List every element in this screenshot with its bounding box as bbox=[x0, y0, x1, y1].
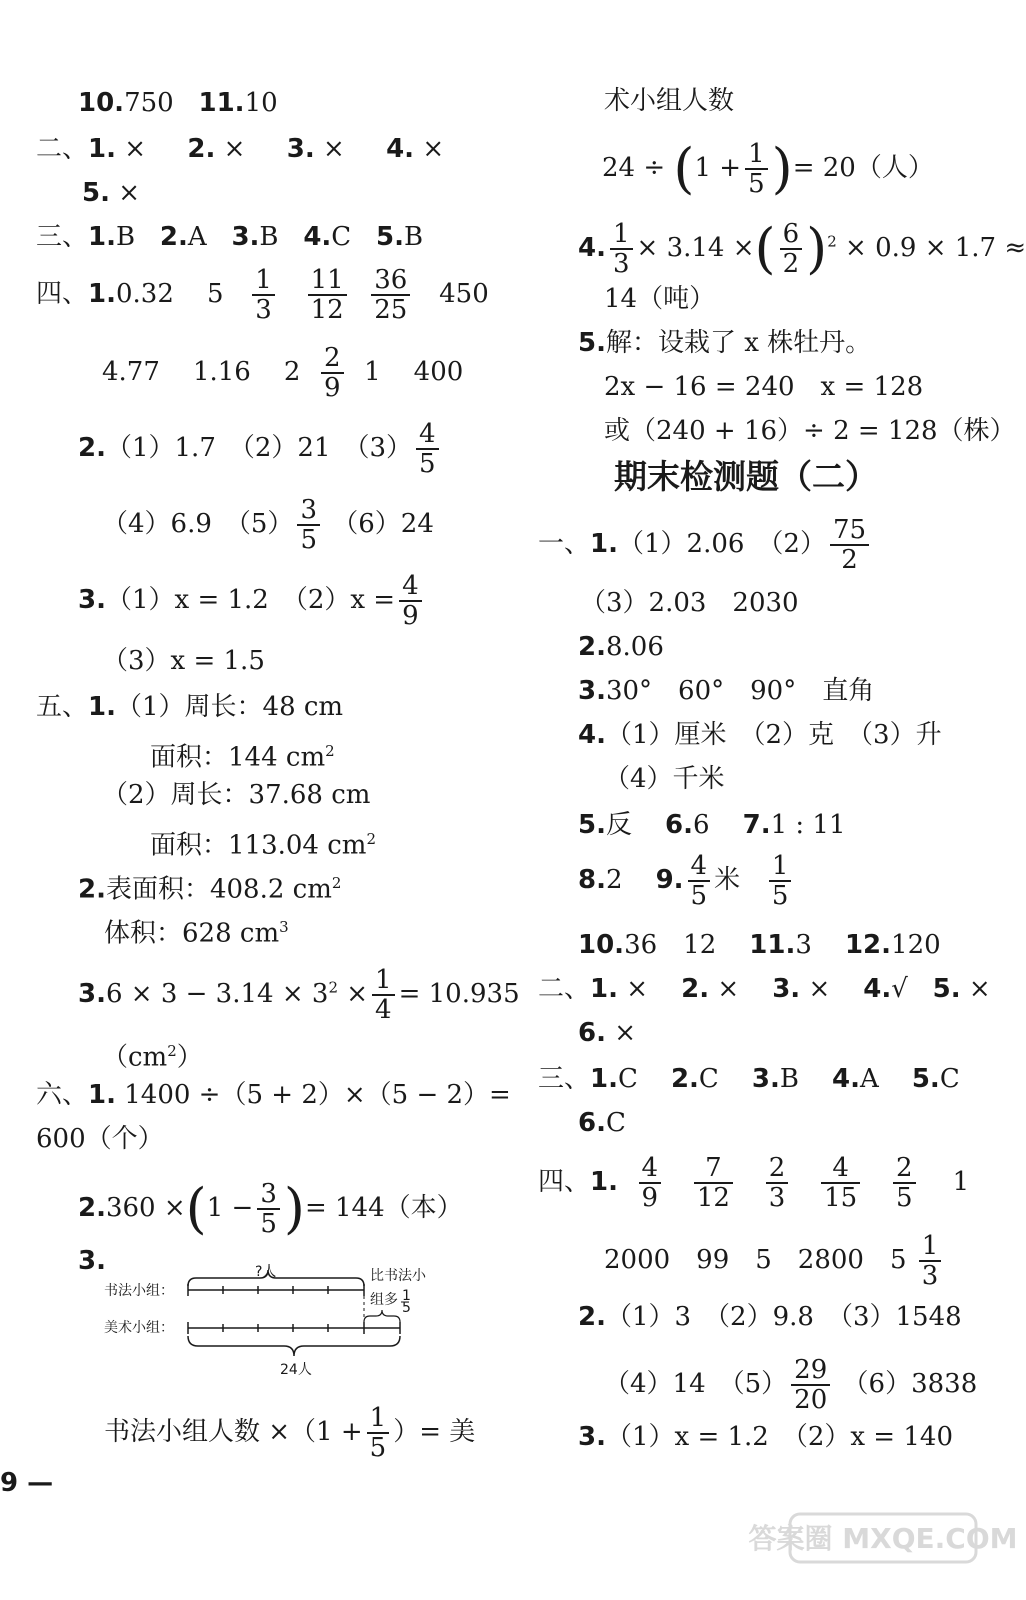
fraction bbox=[639, 1154, 662, 1212]
answer-line bbox=[78, 86, 278, 120]
answer-value: × bbox=[118, 178, 141, 208]
fraction-denominator: 2 bbox=[841, 545, 858, 575]
item-number: 3. bbox=[772, 974, 801, 1004]
fraction bbox=[694, 1154, 733, 1212]
fraction bbox=[688, 852, 711, 910]
fraction-numerator: 4 bbox=[821, 1154, 860, 1184]
item-number: 3. bbox=[78, 585, 106, 615]
answer-line bbox=[604, 370, 923, 404]
answer-line bbox=[578, 928, 941, 962]
item-number: 1. bbox=[590, 529, 618, 559]
fraction-numerator: 2 bbox=[893, 1154, 916, 1184]
item-number: 3. bbox=[78, 979, 106, 1009]
item-number: 5. bbox=[375, 222, 404, 252]
item-number: 2. bbox=[78, 874, 106, 905]
section-label: 一、 bbox=[538, 529, 591, 559]
answer-line bbox=[78, 1177, 463, 1240]
item-number: 4. bbox=[578, 233, 606, 263]
answer-line bbox=[102, 496, 434, 554]
fraction bbox=[610, 220, 633, 278]
item-number: 12. bbox=[844, 930, 892, 960]
answer-text: （3）2.03 2030 bbox=[580, 588, 799, 618]
item-number: 5. bbox=[932, 974, 961, 1004]
small-brace bbox=[364, 1310, 400, 1322]
answer-text: （1）厘米 （2）克 （3）升 bbox=[605, 720, 942, 750]
fraction-numerator: 2 bbox=[766, 1154, 789, 1184]
answer-text: （3）x = 1.5 bbox=[102, 646, 265, 676]
item-number: 6. bbox=[665, 810, 694, 840]
item-number: 3. bbox=[286, 134, 315, 164]
item-number: 1. bbox=[590, 1064, 618, 1094]
item-number: 1. bbox=[88, 134, 116, 164]
diagram-question-label: ?人 bbox=[255, 1264, 277, 1280]
item-number: 5. bbox=[578, 810, 606, 840]
fraction-denominator: 2 bbox=[782, 249, 800, 279]
answer-text: 术小组人数 bbox=[604, 86, 735, 116]
fraction-numerator: 1 bbox=[372, 966, 395, 996]
section-label: 三、 bbox=[538, 1064, 591, 1094]
answer-text: = 144（本） bbox=[304, 1193, 463, 1223]
answer-value: B bbox=[115, 222, 136, 252]
answer-line bbox=[36, 1122, 164, 1156]
section-label: 二、 bbox=[36, 134, 89, 164]
answer-line bbox=[150, 734, 335, 775]
answer-text: （4）14 （5） bbox=[604, 1369, 788, 1399]
answer-text: 30° 60° 90° 直角 bbox=[605, 676, 875, 706]
fraction bbox=[821, 1154, 860, 1212]
item-number: 1. bbox=[88, 222, 116, 252]
fraction-numerator: 1 bbox=[769, 852, 792, 882]
answer-value: 6 bbox=[693, 810, 710, 840]
bottom-brace bbox=[188, 1336, 400, 1356]
answer-value: A bbox=[187, 222, 207, 252]
answer-value: 10 bbox=[244, 88, 278, 118]
exponent: 2 bbox=[325, 742, 335, 760]
answer-value: 36 12 bbox=[624, 930, 717, 960]
fraction-denominator: 15 bbox=[824, 1183, 858, 1213]
item-number: 3. bbox=[578, 1422, 606, 1452]
answer-text: ） bbox=[176, 1042, 203, 1073]
answer-text: 1 + bbox=[694, 153, 742, 183]
item-number: 2. bbox=[670, 1064, 699, 1094]
fraction-denominator: 5 bbox=[300, 525, 317, 555]
answer-line bbox=[102, 344, 463, 402]
answer-line bbox=[602, 137, 934, 200]
watermark-icon bbox=[748, 1512, 1018, 1592]
answer-value: × bbox=[614, 1018, 637, 1048]
row-label-calligraphy: 书法小组： bbox=[104, 1283, 174, 1299]
answer-value: 2 bbox=[605, 865, 623, 895]
answer-text: 6 × 3 − 3.14 × 3 bbox=[105, 979, 329, 1009]
answer-text: ）= 美 bbox=[393, 1417, 476, 1447]
answer-line bbox=[578, 1016, 636, 1050]
answer-text: 14（吨） bbox=[604, 284, 716, 314]
section-2-line bbox=[538, 972, 991, 1006]
note-line-1: 比书法小 bbox=[370, 1268, 426, 1284]
item-number: 3. bbox=[78, 1246, 106, 1276]
section-4-line bbox=[36, 266, 489, 324]
item-number: 2. bbox=[187, 134, 216, 164]
answer-text: 8.06 bbox=[605, 632, 664, 662]
right-paren: ) bbox=[283, 1177, 305, 1240]
fraction-denominator: 3 bbox=[255, 295, 272, 325]
fraction bbox=[780, 220, 803, 278]
answer-line bbox=[580, 586, 799, 620]
answer-text: 24 ÷ bbox=[602, 153, 666, 183]
answer-value: × bbox=[124, 134, 147, 164]
right-paren: ) bbox=[771, 137, 793, 200]
unit-label: 米 bbox=[714, 865, 741, 895]
answer-value: B bbox=[259, 222, 279, 252]
item-number: 10. bbox=[78, 88, 125, 118]
exponent: 2 bbox=[366, 830, 377, 848]
section-4-line bbox=[538, 1154, 969, 1212]
answer-text: × 3.14 × bbox=[636, 233, 755, 263]
answer-line bbox=[102, 778, 370, 812]
answer-line bbox=[102, 1034, 203, 1075]
answer-text: × 0.9 × 1.7 ≈ bbox=[845, 233, 1026, 263]
fraction-denominator: 12 bbox=[696, 1183, 730, 1213]
item-number: 3. bbox=[231, 222, 260, 252]
answer-line bbox=[578, 1300, 962, 1334]
fraction-denominator: 5 bbox=[690, 881, 708, 911]
item-number: 1. bbox=[590, 1167, 618, 1197]
answer-value: C bbox=[617, 1064, 638, 1094]
fraction-denominator: 20 bbox=[794, 1385, 828, 1415]
section-1-line bbox=[538, 516, 873, 574]
answer-value: 5 bbox=[206, 279, 224, 309]
fraction-numerator: 1 bbox=[367, 1404, 390, 1434]
answer-value: 3 bbox=[795, 930, 812, 960]
fraction-denominator: 5 bbox=[369, 1433, 387, 1463]
answer-text: 体积：628 cm bbox=[104, 918, 280, 949]
answer-line bbox=[578, 852, 795, 910]
item-number: 4. bbox=[832, 1064, 860, 1094]
item-number: 2. bbox=[78, 433, 106, 463]
exponent: 2 bbox=[328, 978, 338, 997]
answer-line bbox=[102, 644, 265, 678]
answer-text: （1）1.7 （2）21 （3） bbox=[105, 433, 413, 463]
item-number: 1. bbox=[88, 1080, 116, 1110]
fraction-numerator: 36 bbox=[371, 266, 410, 296]
answer-value: 450 bbox=[439, 279, 489, 309]
fraction bbox=[308, 266, 347, 324]
fraction-denominator: 3 bbox=[768, 1183, 786, 1213]
answer-line bbox=[578, 808, 846, 842]
fraction-numerator: 2 bbox=[321, 344, 344, 374]
fraction bbox=[367, 1404, 390, 1462]
item-number: 5. bbox=[911, 1064, 940, 1094]
item-number: 3. bbox=[751, 1064, 780, 1094]
item-number: 9. bbox=[655, 865, 684, 895]
svg-text:答案圈 MXQE.COM: 答案圈 MXQE.COM bbox=[748, 1522, 1018, 1555]
fraction-numerator: 1 bbox=[610, 220, 633, 250]
fraction-denominator: 3 bbox=[612, 249, 630, 279]
fraction bbox=[769, 852, 792, 910]
fraction-denominator: 5 bbox=[260, 1209, 277, 1239]
left-paren: ( bbox=[673, 137, 695, 200]
answer-value: 1 bbox=[364, 357, 381, 387]
section-5-line bbox=[36, 690, 343, 724]
item-number: 2. bbox=[578, 1302, 606, 1332]
answer-text: 600（个） bbox=[36, 1124, 164, 1154]
fraction-numerator: 1 bbox=[252, 266, 275, 296]
section-label: 二、 bbox=[538, 974, 591, 1004]
answer-line bbox=[578, 326, 871, 360]
answer-text: （1）3 （2）9.8 （3）1548 bbox=[605, 1302, 962, 1332]
answer-line bbox=[604, 762, 725, 796]
answer-text: 2x − 16 = 240 x = 128 bbox=[604, 372, 924, 402]
item-number: 3. bbox=[578, 676, 606, 706]
answer-text: （4）6.9 （5） bbox=[102, 509, 294, 539]
answer-value: 2 bbox=[283, 357, 301, 387]
fraction-numerator: 4 bbox=[399, 572, 422, 602]
item-number: 2. bbox=[578, 632, 606, 662]
item-number: 6. bbox=[578, 1108, 606, 1138]
answer-value: 750 bbox=[124, 88, 174, 118]
fraction bbox=[830, 516, 869, 574]
fraction bbox=[791, 1356, 830, 1414]
answer-line bbox=[578, 674, 874, 708]
answer-line bbox=[78, 420, 443, 478]
section-label: 五、 bbox=[36, 692, 89, 722]
answer-text: 360 × bbox=[105, 1193, 186, 1223]
answer-value: × bbox=[626, 974, 649, 1004]
fraction-numerator: 4 bbox=[416, 420, 439, 450]
left-paren: ( bbox=[754, 217, 776, 280]
answer-value: A bbox=[860, 1064, 879, 1094]
answer-line bbox=[104, 1404, 475, 1462]
fraction-denominator: 5 bbox=[419, 449, 436, 479]
answer-value: × bbox=[422, 134, 445, 164]
answer-text: 1 − bbox=[206, 1193, 254, 1223]
fraction-denominator: 5 bbox=[748, 169, 765, 199]
section-label: 三、 bbox=[36, 222, 89, 252]
answer-line bbox=[78, 866, 341, 907]
segment-diagram bbox=[80, 1262, 480, 1382]
diagram-total-label: 24人 bbox=[280, 1362, 312, 1378]
item-number: 1. bbox=[88, 692, 116, 722]
answer-value: × bbox=[717, 974, 740, 1004]
answer-line bbox=[150, 822, 376, 863]
fraction-denominator: 5 bbox=[771, 881, 789, 911]
answer-line bbox=[604, 414, 1016, 448]
answer-value: 120 bbox=[891, 930, 941, 960]
fraction-numerator: 11 bbox=[308, 266, 347, 296]
answer-text: 或（240 + 16）÷ 2 = 128（株） bbox=[604, 416, 1016, 446]
item-number: 4. bbox=[386, 134, 415, 164]
fraction bbox=[321, 344, 344, 402]
fraction-numerator: 4 bbox=[688, 852, 711, 882]
answer-value: C bbox=[939, 1064, 960, 1094]
answer-line bbox=[78, 572, 426, 630]
item-number: 4. bbox=[578, 720, 606, 750]
fraction-denominator: 9 bbox=[323, 373, 341, 403]
answer-text: （1）x = 1.2 （2）x = 140 bbox=[605, 1422, 953, 1452]
note-fraction-den: 5 bbox=[402, 1300, 411, 1316]
answer-text: 表面积：408.2 cm bbox=[105, 874, 332, 905]
fraction bbox=[893, 1154, 916, 1212]
answer-value: 400 bbox=[413, 357, 464, 387]
fraction-denominator: 3 bbox=[921, 1261, 939, 1291]
section-3-line bbox=[36, 220, 423, 254]
answer-text: 2000 99 5 2800 5 bbox=[604, 1245, 907, 1275]
item-number: 11. bbox=[749, 930, 796, 960]
item-number: 1. bbox=[88, 279, 116, 309]
fraction-denominator: 9 bbox=[402, 601, 419, 631]
item-number: 11. bbox=[198, 88, 245, 118]
answer-text: （1）周长：48 cm bbox=[115, 692, 344, 722]
answer-line bbox=[578, 718, 942, 752]
exponent: 2 bbox=[827, 232, 837, 251]
fraction-numerator: 3 bbox=[257, 1180, 280, 1210]
item-number: 2. bbox=[159, 222, 188, 252]
fraction-numerator: 7 bbox=[694, 1154, 733, 1184]
answer-value: × bbox=[968, 974, 991, 1004]
answer-value: 1 : 11 bbox=[770, 810, 846, 840]
fraction-denominator: 25 bbox=[374, 295, 408, 325]
fraction bbox=[919, 1232, 942, 1290]
section-title: 期末检测题（二） bbox=[614, 457, 878, 496]
answer-line bbox=[104, 910, 289, 951]
answer-text: = 20（人） bbox=[792, 153, 934, 183]
answer-value: 反 bbox=[605, 810, 632, 840]
answer-value: × bbox=[808, 974, 831, 1004]
fraction bbox=[745, 140, 768, 198]
answer-text: 解：设栽了 x 株牡丹。 bbox=[605, 328, 872, 358]
answer-line bbox=[604, 1356, 977, 1414]
answer-text: （1）2.06 （2） bbox=[617, 529, 826, 559]
answer-text: = 10.935 bbox=[398, 979, 520, 1009]
item-number: 7. bbox=[742, 810, 771, 840]
fraction bbox=[766, 1154, 789, 1212]
answer-value: 0.32 bbox=[115, 279, 174, 309]
item-number: 8. bbox=[578, 865, 606, 895]
answer-text: 面积：144 cm bbox=[150, 742, 326, 773]
fraction bbox=[416, 420, 439, 478]
fraction bbox=[399, 572, 422, 630]
answer-line bbox=[578, 217, 1026, 280]
answer-text: 1400 ÷（5 + 2）×（5 − 2）= bbox=[124, 1080, 511, 1110]
fraction-numerator: 4 bbox=[639, 1154, 662, 1184]
answer-value: C bbox=[605, 1108, 626, 1138]
fraction-numerator: 75 bbox=[830, 516, 869, 546]
answer-value: 1 bbox=[952, 1167, 970, 1197]
note-line-2: 组多 bbox=[370, 1292, 398, 1308]
fraction-denominator: 4 bbox=[375, 995, 392, 1025]
row-label-art: 美术小组： bbox=[104, 1320, 174, 1336]
answer-text: （6）3838 bbox=[842, 1369, 978, 1399]
answer-line bbox=[604, 1232, 945, 1290]
section-label: 四、 bbox=[538, 1167, 591, 1197]
answer-line bbox=[578, 1106, 626, 1140]
fraction-numerator: 6 bbox=[780, 220, 803, 250]
answer-text: 书法小组人数 ×（1 + bbox=[104, 1417, 363, 1447]
section-2-line bbox=[36, 132, 444, 166]
answer-value: B bbox=[403, 222, 424, 252]
answer-value: × bbox=[322, 134, 345, 164]
note-fraction-num: 1 bbox=[402, 1288, 411, 1304]
answer-value: √ bbox=[891, 974, 908, 1004]
answer-text: × bbox=[346, 979, 369, 1009]
fraction-denominator: 12 bbox=[310, 295, 344, 325]
item-number: 4. bbox=[863, 974, 892, 1004]
answer-text: （cm bbox=[102, 1042, 168, 1073]
fraction bbox=[252, 266, 275, 324]
answer-text: （2）周长：37.68 cm bbox=[102, 780, 371, 810]
exponent: 2 bbox=[331, 874, 342, 892]
section-3-line bbox=[538, 1062, 960, 1096]
fraction-numerator: 1 bbox=[745, 140, 768, 170]
answer-value: B bbox=[779, 1064, 799, 1094]
item-number: 4. bbox=[303, 222, 332, 252]
item-number: 10. bbox=[578, 930, 625, 960]
fraction bbox=[297, 496, 320, 554]
section-label: 六、 bbox=[36, 1080, 89, 1110]
item-number: 2. bbox=[681, 974, 710, 1004]
item-number: 5. bbox=[578, 328, 606, 358]
answer-line bbox=[604, 282, 715, 316]
fraction-numerator: 3 bbox=[297, 496, 320, 526]
watermark-logo bbox=[748, 1512, 1018, 1596]
fraction-denominator: 9 bbox=[641, 1183, 659, 1213]
item-number: 2. bbox=[78, 1193, 106, 1223]
answer-line bbox=[578, 1420, 953, 1454]
fraction bbox=[371, 266, 410, 324]
item-number: 5. bbox=[82, 178, 110, 208]
answer-value: 1.16 bbox=[192, 357, 251, 387]
section-label: 四、 bbox=[36, 279, 89, 309]
answer-line bbox=[604, 84, 734, 118]
answer-text: （4）千米 bbox=[604, 764, 725, 794]
item-number: 1. bbox=[590, 974, 618, 1004]
answer-text: （1）x = 1.2 （2）x = bbox=[105, 585, 396, 615]
answer-text: （6）24 bbox=[332, 509, 434, 539]
exponent: 2 bbox=[167, 1042, 177, 1060]
answer-value: C bbox=[331, 222, 352, 252]
fraction-numerator: 1 bbox=[919, 1232, 942, 1262]
fraction bbox=[257, 1180, 280, 1238]
item-number: 6. bbox=[578, 1018, 606, 1048]
fraction bbox=[372, 966, 395, 1024]
exponent: 3 bbox=[279, 918, 289, 936]
answer-line bbox=[82, 176, 140, 210]
answer-value: 4.77 bbox=[102, 357, 160, 387]
answer-line bbox=[578, 630, 664, 664]
section-6-line bbox=[36, 1078, 511, 1112]
answer-value: C bbox=[698, 1064, 719, 1094]
fraction-numerator: 29 bbox=[791, 1356, 830, 1386]
left-paren: ( bbox=[185, 1177, 207, 1240]
fraction-denominator: 5 bbox=[895, 1183, 913, 1213]
right-paren: ) bbox=[806, 217, 828, 280]
answer-value: × bbox=[223, 134, 246, 164]
answer-text: 面积：113.04 cm bbox=[150, 830, 367, 861]
page-number: 9 — bbox=[0, 1468, 54, 1498]
answer-line bbox=[78, 966, 520, 1024]
